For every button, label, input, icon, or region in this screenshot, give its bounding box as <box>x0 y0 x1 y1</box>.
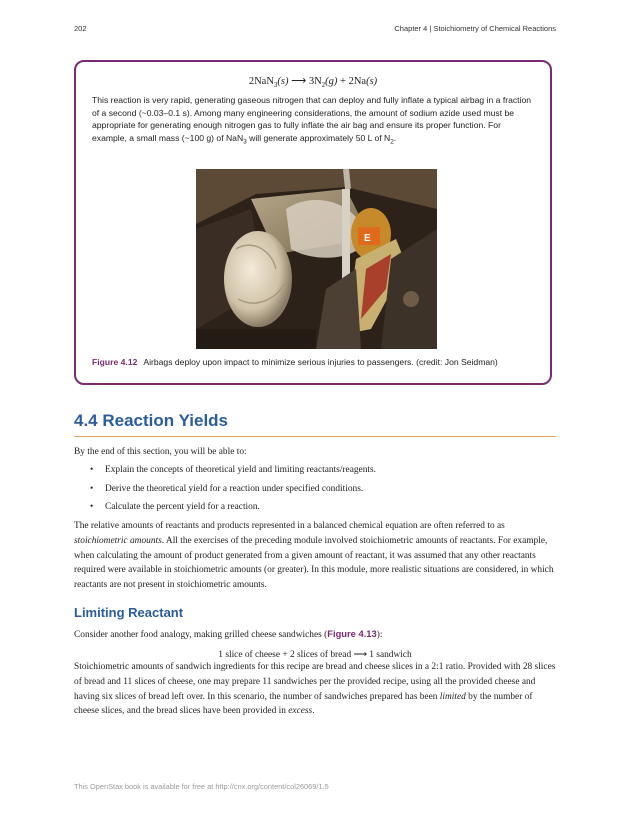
objective-item: • Explain the concepts of theoretical yield and limiting reactants/reagents. <box>90 463 550 482</box>
airbag-photo <box>196 169 437 349</box>
svg-text:E: E <box>364 233 371 244</box>
page-footer: This OpenStax book is available for free at http://cnx.org/content/col26069/1.5 <box>74 782 329 791</box>
objective-item: • Calculate the percent yield for a reaction. <box>90 500 550 519</box>
chapter-title: Chapter 4 | Stoichiometry of Chemical Reactions <box>394 24 556 33</box>
feature-box <box>74 60 552 385</box>
figure-label: Figure 4.12 <box>92 357 138 367</box>
page-header <box>74 24 556 36</box>
feature-box-text: This reaction is very rapid, generating gaseous nitrogen that can deploy and fully inflate a typical airbag in a fraction of a second (~0.03–0.1 s). Among many engineering considerations, the amount of sodium azide used must be appropriate for generating enough nitrogen gas to fully inflate the air bag and ensure its proper function. For example, a small mass (~100 g) of NaN$_3$ will generate approximately 50 L of $N_2$. <box>92 95 532 146</box>
figure-4-13-link[interactable]: Figure 4.13 <box>327 628 377 639</box>
airbag-equation: 2NaN$_3$(s) ⟶ $3N_2(g) + 2Na(s)$ <box>248 76 378 90</box>
figure-caption-text: Airbags deploy upon impact to minimize serious injuries to passengers. (credit: Jon Seidman) <box>143 357 498 367</box>
objective-item: • Derive the theoretical yield for a reaction under specified conditions. <box>90 482 550 501</box>
intro-paragraph: The relative amounts of reactants and products represented in a balanced chemical equation are often referred to as stoichiometric amounts. All the exercises of the preceding module involved stoichiometric amounts of reactants. For example, when calculating the amount of product generated from a given amount of reactant, it was assumed that any other reactants required were available in stoichiometric amounts (or greater). In this module, more realistic situations are considered, in which reactants are not present in stoichiometric amounts. <box>74 521 554 591</box>
page-number: 202 <box>74 24 87 33</box>
figure-caption <box>92 357 498 367</box>
subsection-heading: Limiting Reactant <box>74 605 184 620</box>
objectives-intro: By the end of this section, you will be able to: <box>74 447 247 457</box>
section-heading: 4.4 Reaction Yields <box>74 411 229 430</box>
sandwich-equation: 1 slice of cheese + 2 slices of bread ⟶ 1 sandwich <box>218 650 412 660</box>
analogy-paragraph: Consider another food analogy, making grilled cheese sandwiches (Figure 4.13): <box>74 628 383 640</box>
limiting-paragraph: Stoichiometric amounts of sandwich ingredients for this recipe are bread and cheese slices in a 2:1 ratio. Provided with 28 slices of bread and 11 slices of cheese, one may prepare 11 sandwiches per the provided recipe, using all the provided cheese and having six slices of bread left over. In this scenario, the number of sandwiches prepared has been limited by the number of cheese slices, and the bread slices have been provided in excess. <box>74 662 556 717</box>
learning-objectives <box>90 463 550 519</box>
section-rule <box>74 436 556 437</box>
